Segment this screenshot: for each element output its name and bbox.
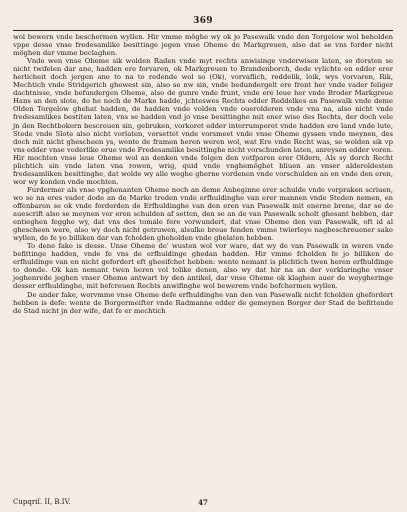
paragraph: To dene fake is desse. Unse Oheme de' wusten wol vor ware, dat wy de van Pasewalk in weren vnde befittinge hadden, vnde fe vns de erfhuldinge ghedan hadden. Hir vmme fcholden fe jo billiken de erfhuldinge van en nicht gefordert eft gheeifchet hebben: wente nemant is plichtich twen heren erfhuldinge to donde. Ok kan nemant twen heren vol tolike denen, also wy dat hir na an der vorklaringhe vnser jeghenrede jeghen vnser Oheme antwart by den antikel, dar vnse Oheme ok klaghen auer de weygheringe desser erfhuldinghe, mit befcreuen Rechts anwifinghe wol bewerem vnde befchermen wyllen. xyxy=(13,242,393,291)
page-footer xyxy=(13,498,393,508)
signature-mark: Cupqriſ. II, B.IV. xyxy=(13,498,71,506)
body-text xyxy=(13,33,393,315)
page-number: 369 xyxy=(193,16,213,26)
page-header xyxy=(13,14,393,30)
paragraph: De ander fake, worvmme vnse Oheme defe erfhuldinghe van den van Pasewalk nicht fcholden ghefordert hebben is defe: wente de Borgermeifter vnde Radmanne edder de gemeynen Borger der Stad de befittende de Stad nicht jn der wife, dat fe er mechtich xyxy=(13,290,393,315)
footer-number: 47 xyxy=(198,498,208,507)
paragraph: Furdermer als vnse vpghenanten Oheme noch an deme Anbeginne erer schulde vnde vorpraken scriuen, wo se na eres vader dode an de Marke treden vnde erfhuldinghe van erer mannen vnde Steden nemen, en offenbaren se ok vnde forderden de Erfhuldinghe van den eren van Pasewalk mit enerne brene, dar se de auescrift also se meynen vor eren schulden af setten, den se an de van Pasewalk scholt ghesant hebben, dar entieghen fegghe wy, dat vns des tomale fere vorwundert, dat vnse Oheme den van Pasewalk, oft id al ghescheen were, also wy doch nicht getruwen, alsulke breue fenden vmme twierleye nagbeschreuener sake wyllen, de fe yo billiken dar van fcholden gheholden vnde ghelaten hebben. xyxy=(13,185,393,243)
paragraph: wol bewern vnde beschermen wyllen. Hir vmme mӧghe wy ok jo Pasewalk vnde den Torgelow wol beholden vppe desse vnse fredesamlike besittinge jegen vnse Oheme de Markgreuen, also dat se vns forder nicht mӧghen dar vmme beclaghen. xyxy=(13,33,393,58)
header-rule xyxy=(13,30,393,31)
paragraph: Vnde wen vnse Oheme sik wolden Raden vnde myt rechts anwisinge vnderwisen laten, so dorsten se nicht twifelen dar ane, hadden ere forvaren, ok Markgreuen to Brandenborch, dede vylichte en edder erer herlicheit doch jergen ane to na to redende wol so (Ok), vorvaflich, reddelik, loik, wys vorvaren, Rik, Mechtich vnde Stridgerich ghewest sin, also se nw sin, vnde bedundergelt ere frent her vnde vader feliger dachtnisse, vnde befundergen Oheme, also de gunre vnde frunt, vnde ere leue her vnde Broder Markgreue Hans an den slote, do he noch de Marke hadde, jchteswes Rechts edder Reddelkes an Pasewalk vnde deme Olden Torgelow ghehat hadden, de hadden vnde volden vnde ouerolderen vnde vna na, also nicht vnde fredesamlikes bestiten laten, vns se hadden vnd jo vnse besittinghe mit ener wise des Rechts, der doch vele jn den Rechtbokern bescreuen sin, gebruken, vorkoret edder interrumperet vnde hadden ere land vnde lute, Stede vnde Slote also nicht vorlaten, vorsettet vnde vorsmeet vnde vnse Oheme gyssen vnde meynen, des doch mit nicht ghescheen ys, wente de framen heren weren wol, wat Ere vnde Recht was, se wolden sik vp vns edder vnse vederlike erue vnde Fredesamlike besittinghe nicht vorschunden laten, anreysen edder voren. Hir mochten vnse leue Oheme wol an denken vnde folgen den votfparen erer Oldern, Als sy dorch Recht plichtich sin vnde laten vna rowen, wrig, quid vnde vnghemӧghet bliuen an vnser alderoldesten fredesamliken besittinghe, dat wolde wy alle weghe gherne vordenen vnde vorschulden an en vnde den eren, wor wy konden vnde mochten. xyxy=(13,57,393,186)
